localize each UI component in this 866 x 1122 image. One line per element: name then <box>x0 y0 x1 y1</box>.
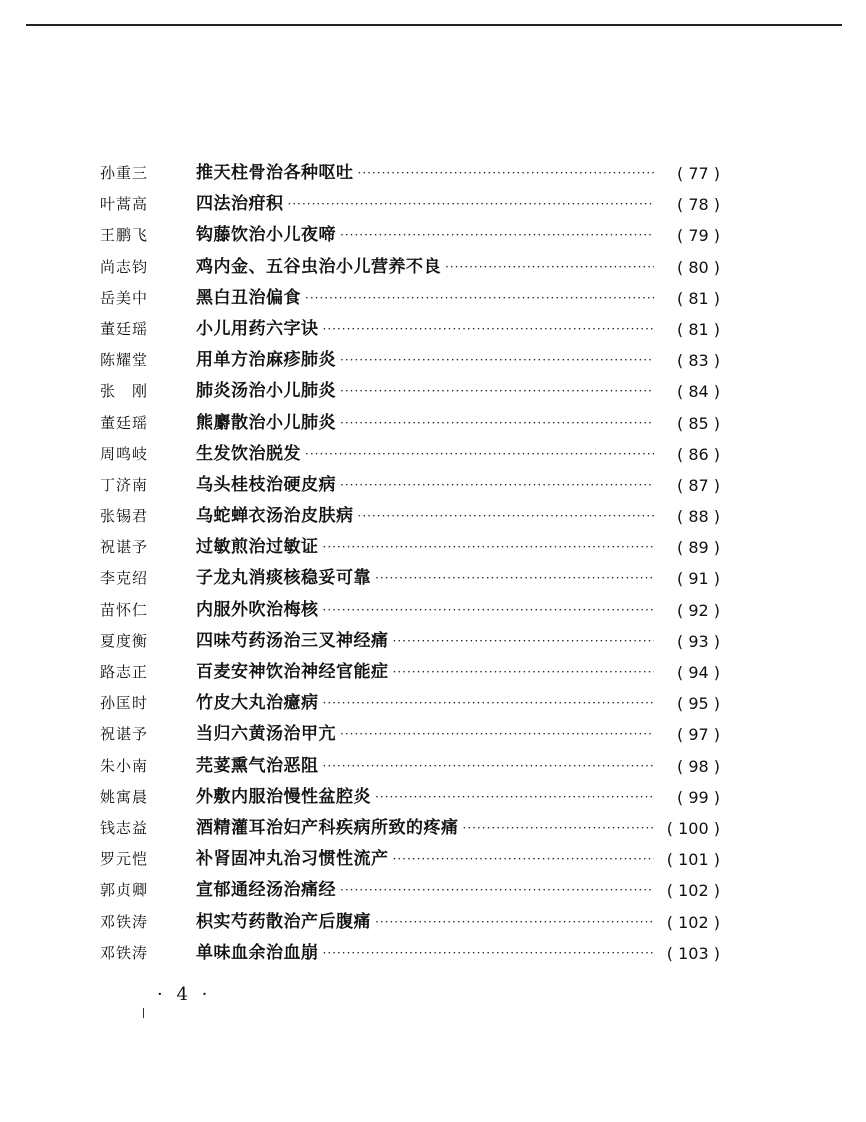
toc-entry <box>100 314 720 345</box>
toc-author: 苗怀仁 <box>100 600 149 619</box>
toc-page-number: ( 102 ) <box>666 912 720 932</box>
toc-title: 小儿用药六字诀 <box>196 318 319 339</box>
toc-title: 芫荽熏气治恶阻 <box>196 755 319 776</box>
toc-title: 乌头桂枝治硬皮病 <box>196 474 336 495</box>
toc-title: 外敷内服治慢性盆腔炎 <box>196 786 371 807</box>
toc-entry <box>100 688 720 719</box>
toc-title: 内服外吹治梅核 <box>196 599 319 620</box>
toc-entry <box>100 376 720 407</box>
dot-leader <box>340 345 654 376</box>
toc-page-number: ( 79 ) <box>676 226 720 246</box>
dot-leader <box>288 189 655 220</box>
toc-author: 姚寓晨 <box>100 787 149 806</box>
toc-page-number: ( 99 ) <box>676 787 720 807</box>
toc-page-number: ( 86 ) <box>676 444 720 464</box>
toc-author: 朱小南 <box>100 756 149 775</box>
toc-title: 用单方治麻疹肺炎 <box>196 350 336 371</box>
toc-entry <box>100 501 720 532</box>
toc-title: 竹皮大丸治癔病 <box>196 693 319 714</box>
toc-entry <box>100 751 720 782</box>
dot-leader <box>323 532 655 563</box>
toc-page-number: ( 95 ) <box>676 694 720 714</box>
toc-entry <box>100 408 720 439</box>
table-of-contents <box>100 158 720 969</box>
toc-title: 单味血余治血崩 <box>196 942 319 963</box>
toc-page-number: ( 101 ) <box>666 850 720 870</box>
toc-page-number: ( 78 ) <box>676 195 720 215</box>
toc-entry <box>100 470 720 501</box>
toc-author: 祝谌予 <box>100 725 149 744</box>
toc-page-number: ( 92 ) <box>676 600 720 620</box>
toc-page-number: ( 97 ) <box>676 725 720 745</box>
toc-page-number: ( 80 ) <box>676 257 720 277</box>
toc-author: 钱志益 <box>100 818 149 837</box>
toc-entry <box>100 782 720 813</box>
toc-entry <box>100 532 720 563</box>
toc-author: 罗元恺 <box>100 850 149 869</box>
toc-entry <box>100 345 720 376</box>
dot-leader <box>305 283 654 314</box>
toc-title: 四味芍药汤治三叉神经痛 <box>196 630 389 651</box>
toc-title: 枳实芍药散治产后腹痛 <box>196 911 371 932</box>
toc-page-number: ( 77 ) <box>676 164 720 183</box>
toc-author: 董廷瑶 <box>100 319 149 338</box>
toc-entry <box>100 563 720 594</box>
toc-title: 推天柱骨治各种呕吐 <box>196 163 354 183</box>
toc-author: 董廷瑶 <box>100 413 149 432</box>
toc-author: 尚志钧 <box>100 257 149 276</box>
toc-page-number: ( 98 ) <box>676 756 720 776</box>
toc-entry <box>100 283 720 314</box>
toc-entry <box>100 158 720 189</box>
dot-leader <box>393 844 655 875</box>
dot-leader <box>340 875 654 906</box>
dot-leader <box>340 376 654 407</box>
toc-page-number: ( 81 ) <box>676 319 720 339</box>
dot-leader <box>445 252 654 283</box>
toc-title: 酒精灌耳治妇产科疾病所致的疼痛 <box>196 817 459 838</box>
scan-mark <box>143 1008 144 1018</box>
toc-title: 过敏煎治过敏证 <box>196 537 319 558</box>
toc-entry <box>100 813 720 844</box>
toc-entry <box>100 844 720 875</box>
toc-page-number: ( 87 ) <box>676 475 720 495</box>
toc-entry <box>100 938 720 969</box>
toc-entry <box>100 875 720 906</box>
toc-title: 肺炎汤治小儿肺炎 <box>196 381 336 402</box>
dot-leader <box>375 907 654 938</box>
toc-entry <box>100 907 720 938</box>
toc-title: 乌蛇蝉衣汤治皮肤病 <box>196 506 354 527</box>
dot-leader <box>375 563 654 594</box>
toc-author: 陈耀堂 <box>100 351 149 370</box>
toc-page-number: ( 94 ) <box>676 663 720 682</box>
toc-entry <box>100 220 720 251</box>
toc-author: 王鹏飞 <box>100 226 149 245</box>
page-number: · 4 · <box>157 984 212 1005</box>
toc-entry <box>100 657 720 688</box>
toc-author: 邓铁涛 <box>100 943 149 962</box>
toc-page-number: ( 83 ) <box>676 351 720 371</box>
toc-entry <box>100 626 720 657</box>
toc-title: 鸡内金、五谷虫治小儿营养不良 <box>196 256 441 277</box>
toc-entry <box>100 189 720 220</box>
dot-leader <box>463 813 655 844</box>
toc-title: 四法治疳积 <box>196 194 284 215</box>
toc-page-number: ( 89 ) <box>676 538 720 558</box>
dot-leader <box>323 751 655 782</box>
toc-page-number: ( 85 ) <box>676 413 720 433</box>
toc-title: 生发饮治脱发 <box>196 443 301 464</box>
toc-page-number: ( 88 ) <box>676 507 720 527</box>
dot-leader <box>323 938 655 969</box>
toc-author: 李克绍 <box>100 569 149 588</box>
toc-author: 夏度衡 <box>100 631 149 650</box>
dot-leader <box>323 595 655 626</box>
toc-page-number: ( 100 ) <box>666 818 720 838</box>
toc-page-number: ( 93 ) <box>676 631 720 651</box>
dot-leader <box>340 719 654 750</box>
toc-title: 补肾固冲丸治习惯性流产 <box>196 849 389 870</box>
toc-author: 邓铁涛 <box>100 912 149 931</box>
toc-author: 岳美中 <box>100 288 149 307</box>
toc-author: 路志正 <box>100 663 149 681</box>
dot-leader <box>393 657 655 688</box>
toc-entry <box>100 439 720 470</box>
toc-author: 周鸣岐 <box>100 444 149 463</box>
toc-entry <box>100 252 720 283</box>
dot-leader <box>340 408 654 439</box>
dot-leader <box>340 220 654 251</box>
toc-author: 叶蒿高 <box>100 195 149 214</box>
dot-leader <box>305 439 654 470</box>
dot-leader <box>393 626 655 657</box>
toc-entry <box>100 719 720 750</box>
toc-author: 孙匡时 <box>100 694 149 713</box>
toc-author: 孙重三 <box>100 164 149 182</box>
toc-title: 当归六黄汤治甲亢 <box>196 724 336 745</box>
toc-author: 丁济南 <box>100 475 149 494</box>
toc-title: 熊麝散治小儿肺炎 <box>196 412 336 433</box>
toc-page-number: ( 91 ) <box>676 569 720 589</box>
toc-page-number: ( 102 ) <box>666 881 720 901</box>
toc-author: 张 刚 <box>100 382 149 401</box>
toc-title: 宣郁通经汤治痛经 <box>196 880 336 901</box>
toc-author: 张锡君 <box>100 507 149 526</box>
toc-page-number: ( 84 ) <box>676 382 720 402</box>
toc-title: 钩藤饮治小儿夜啼 <box>196 225 336 246</box>
toc-entry <box>100 595 720 626</box>
toc-page-number: ( 81 ) <box>676 288 720 308</box>
toc-author: 郭贞卿 <box>100 881 149 900</box>
dot-leader <box>323 314 655 345</box>
toc-page-number: ( 103 ) <box>666 943 720 963</box>
toc-author: 祝谌予 <box>100 538 149 557</box>
dot-leader <box>358 158 655 189</box>
dot-leader <box>323 688 655 719</box>
dot-leader <box>358 501 655 532</box>
toc-title: 黑白丑治偏食 <box>196 287 301 308</box>
toc-title: 百麦安神饮治神经官能症 <box>196 662 389 682</box>
toc-title: 子龙丸消痰核稳妥可靠 <box>196 568 371 589</box>
dot-leader <box>340 470 654 501</box>
top-rule <box>26 24 842 26</box>
dot-leader <box>375 782 654 813</box>
